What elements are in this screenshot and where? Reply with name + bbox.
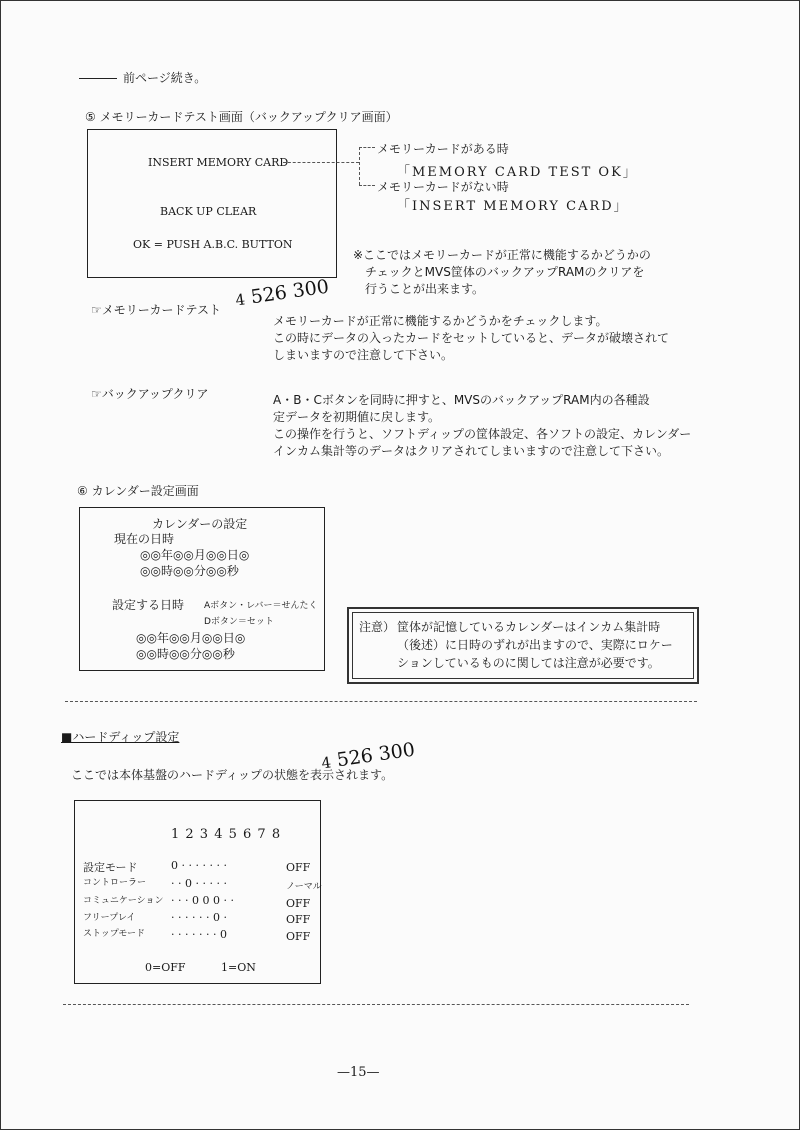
dip-row-label: フリープレイ [83, 913, 136, 923]
dip-row-bits: · · · · · · · 0 [171, 928, 227, 941]
callout-with-card-msg: 「MEMORY CARD TEST OK」 [397, 165, 638, 180]
screen-ok-push: OK = PUSH A.B.C. BUTTON [133, 238, 293, 251]
item1-line-2: この時にデータの入ったカードをセットしていると、データが破壊されて [273, 331, 670, 345]
stamp1-prefix: 4 [234, 290, 247, 310]
dip-row-bits: · · · 0 0 0 · · [171, 894, 234, 907]
harddip-title: ■ハードディップ設定 [61, 730, 180, 744]
item2-line-3: この操作を行うと、ソフトディップの筐体設定、各ソフトの設定、カレンダー [273, 427, 692, 441]
continued-line [79, 69, 206, 86]
note-line-1: ※ここではメモリーカードが正常に機能するかどうかの [353, 248, 651, 262]
dip-row-value: OFF [286, 913, 311, 926]
callout-without-card: メモリーカードがない時 [377, 180, 509, 194]
callout-branch-top [359, 147, 375, 148]
item-memory-card-test-label: ☞メモリーカードテスト [91, 303, 222, 317]
dip-row-bits: · · 0 · · · · · [171, 877, 227, 890]
screen-insert-memory-card: INSERT MEMORY CARD [148, 156, 289, 169]
dip-row-label: コントローラー [83, 878, 147, 888]
harddip-header: 1 2 3 4 5 6 7 8 [171, 827, 282, 842]
calendar-set-date: ◎◎年◎◎月◎◎日◎ [136, 631, 246, 645]
harddip-desc: ここでは本体基盤のハードディップの状態を表示されます。 [71, 768, 394, 782]
callout-line-horizontal [283, 162, 359, 163]
dip-row-label: コミュニケーション [83, 896, 164, 906]
screen-backup-clear: BACK UP CLEAR [160, 205, 257, 218]
calendar-current-label: 現在の日時 [114, 532, 175, 546]
continued-text: 前ページ続き。 [123, 71, 207, 85]
dip-row-value: ノーマル [286, 882, 322, 892]
caution-line-2: （後述）に日時のずれが出ますので、実際にロケー [397, 638, 673, 652]
continued-rule [79, 78, 117, 79]
caution-line-1: 筐体が記憶しているカレンダーはインカム集計時 [397, 620, 661, 634]
calendar-set-time: ◎◎時◎◎分◎◎秒 [136, 647, 235, 661]
callout-branch-bottom [359, 185, 375, 186]
harddip-screen [74, 800, 321, 984]
callout-line-vertical [359, 147, 360, 185]
dip-row-value: OFF [286, 930, 311, 943]
item-backup-clear-label: ☞バックアップクリア [91, 387, 209, 401]
divider-2 [63, 1004, 689, 1005]
stamp2-prefix: 4 [320, 753, 333, 773]
item2-line-2: 定データを初期値に戻します。 [273, 410, 441, 424]
calendar-current-time: ◎◎時◎◎分◎◎秒 [140, 564, 239, 578]
callout-with-card: メモリーカードがある時 [377, 142, 509, 156]
callout-without-card-msg: 「INSERT MEMORY CARD」 [397, 199, 629, 214]
calendar-set-label: 設定する日時 [112, 598, 185, 612]
item1-line-1: メモリーカードが正常に機能するかどうかをチェックします。 [273, 314, 608, 328]
dip-row-bits: · · · · · · 0 · [171, 911, 227, 924]
legend-off: 0=OFF [145, 961, 186, 974]
page-number: —15— [337, 1065, 380, 1080]
dip-row-bits: 0 · · · · · · · [171, 859, 227, 872]
note-line-2: チェックとMVS筐体のバックアップRAMのクリアを [365, 265, 645, 279]
dip-row-value: OFF [286, 897, 311, 910]
dip-row-value: OFF [286, 861, 311, 874]
item2-line-1: A・B・Cボタンを同時に押すと、MVSのバックアップRAM内の各種設 [273, 393, 650, 407]
note-line-3: 行うことが出来ます。 [365, 282, 485, 296]
calendar-screen [79, 507, 325, 671]
calendar-current-date: ◎◎年◎◎月◎◎日◎ [140, 548, 250, 562]
caution-box [347, 607, 699, 684]
caution-label: 注意） [359, 620, 396, 634]
divider-1 [65, 701, 697, 702]
calendar-heading: カレンダーの設定 [152, 517, 248, 531]
caution-line-3: ションしているものに関しては注意が必要です。 [397, 656, 660, 670]
dip-row-label: 設定モード [83, 861, 138, 874]
legend-on: 1=ON [221, 961, 256, 974]
item1-line-3: しまいますので注意して下さい。 [273, 348, 454, 362]
item2-line-4: インカム集計等のデータはクリアされてしまいますので注意して下さい。 [273, 444, 670, 458]
section5-title: ⑤ メモリーカードテスト画面（バックアップクリア画面） [85, 110, 398, 124]
section6-title: ⑥ カレンダー設定画面 [77, 484, 199, 498]
stamp1-number: 526 300 [249, 275, 331, 309]
stamp2-number: 526 300 [335, 738, 417, 772]
calendar-set-hint-1: Aボタン・レバー＝せんたく [204, 601, 318, 611]
memory-card-screen [87, 129, 337, 278]
calendar-set-hint-2: Dボタン＝セット [204, 617, 274, 627]
dip-row-label: ストップモード [83, 929, 146, 939]
serial-stamp-1 [234, 276, 330, 311]
